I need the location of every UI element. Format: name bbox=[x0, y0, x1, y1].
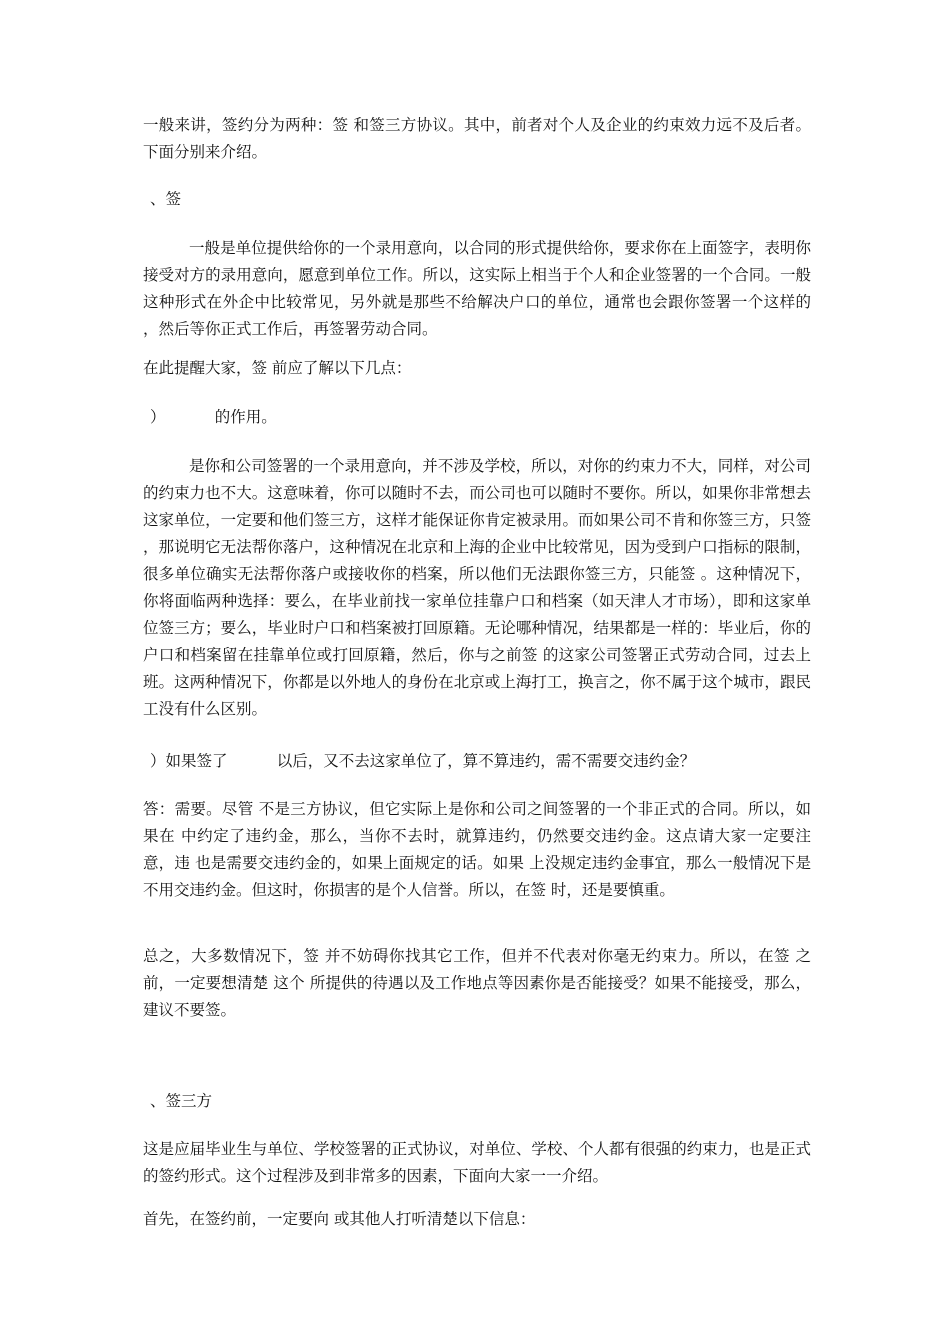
section2-paragraph: 这是应届毕业生与单位、学校签署的正式协议，对单位、学校、个人都有很强的约束力，也是正式的签约形式。这个过程涉及到非常多的因素，下面向大家一一介绍。 bbox=[143, 1140, 811, 1185]
section1-heading: 、签 bbox=[150, 190, 182, 208]
point1-heading: ） 的作用。 bbox=[150, 408, 277, 426]
section2-heading: 、签三方 bbox=[150, 1092, 213, 1110]
intro-paragraph: 一般来讲，签约分为两种：签 和签三方协议。其中，前者对个人及企业的约束效力远不及后者。下面分别来介绍。 bbox=[143, 116, 811, 161]
summary-paragraph: 总之，大多数情况下，签 并不妨碍你找其它工作，但并不代表对你毫无约束力。所以，在签 之前，一定要想清楚 这个 所提供的待遇以及工作地点等因素你是否能接受？如果不能接受，那么，建议不要签。 bbox=[143, 947, 811, 1019]
point1-body: 是你和公司签署的一个录用意向，并不涉及学校，所以，对你的约束力不大，同样，对公司的约束力也不大。这意味着，你可以随时不去，而公司也可以随时不要你。所以，如果你非常想去这家单位，一定要和他们签三方，这样才能保证你肯定被录用。而如果公司不肯和你签三方，只签 ，那说明它无法帮你落户，这种情况在北京和上海的企业中比较常见，因为受到户口指标的限制，很多单位确实无法帮你落户或接收你的档案，所以他们无法跟你签三方，只能签 。这种情况下，你将面临两种选择：要么，在毕业前找一家单位挂靠户口和档案（如天津人才市场），即和这家单位签三方；要么，毕业时户口和档案被打回原籍。无论哪种情况，结果都是一样的：毕业后，你的户口和档案留在挂靠单位或打回原籍，然后，你与之前签 的这家公司签署正式劳动合同，过去上班。这两种情况下，你都是以外地人的身份在北京或上海打工，换言之，你不属于这个城市，跟民工没有什么区别。 bbox=[143, 457, 811, 718]
point2-heading: ）如果签了 以后，又不去这家单位了，算不算违约，需不需要交违约金？ bbox=[150, 752, 696, 770]
section1-reminder: 在此提醒大家，签 前应了解以下几点： bbox=[143, 359, 412, 377]
section2-closing: 首先，在签约前，一定要向 或其他人打听清楚以下信息： bbox=[143, 1210, 536, 1228]
point2-body: 答：需要。尽管 不是三方协议，但它实际上是你和公司之间签署的一个非正式的合同。所以，如果在 中约定了违约金，那么，当你不去时，就算违约，仍然要交违约金。这点请大家一定要注意，违 也是需要交违约金的，如果上面规定的话。如果 上没规定违约金事宜，那么一般情况下是不用交违约金。但这时，你损害的是个人信誉。所以，在签 时，还是要慎重。 bbox=[143, 800, 811, 899]
section1-paragraph: 一般是单位提供给你的一个录用意向，以合同的形式提供给你，要求你在上面签字，表明你接受对方的录用意向，愿意到单位工作。所以，这实际上相当于个人和企业签署的一个合同。一般这种形式在外企中比较常见，另外就是那些不给解决户口的单位，通常也会跟你签署一个这样的 ，然后等你正式工作后，再签署劳动合同。 bbox=[143, 239, 811, 338]
